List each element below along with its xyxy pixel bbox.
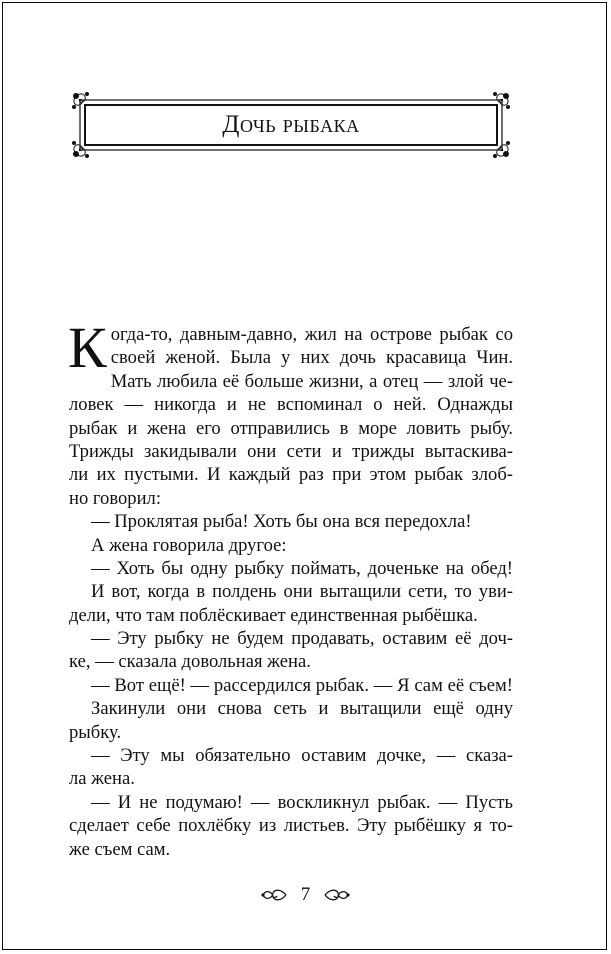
text-line: дели, что там поблёскивает единственная рыбёшка. bbox=[69, 604, 478, 626]
text-line: рыбак и жена его отправились в море ловить рыбу. bbox=[69, 417, 513, 439]
text-line: — Эту мы обязательно оставим дочке, — сказа- bbox=[91, 745, 513, 767]
text-line: ла жена. bbox=[69, 768, 135, 790]
text-line: — Эту рыбку не будем продавать, оставим её доч- bbox=[91, 628, 513, 650]
text-line: рыбку. bbox=[69, 721, 122, 743]
text-line: А жена говорила другое: bbox=[91, 534, 287, 556]
left-flourish-icon bbox=[261, 887, 287, 903]
text-line: — Вот ещё! — рассердился рыбак. — Я сам её съем! bbox=[91, 674, 513, 696]
text-line: огда-то, давным-давно, жил на острове рыбак со bbox=[110, 324, 513, 345]
text-line: но говорил: bbox=[69, 487, 161, 509]
text-line: — И не подумаю! — воскликнул рыбак. — Пусть bbox=[91, 791, 513, 813]
text-line: Трижды закидывали они сети и трижды вытаскива- bbox=[69, 440, 513, 462]
story-text bbox=[68, 315, 513, 861]
text-line: Мать любила её больше жизни, а отец — злой че- bbox=[110, 370, 513, 392]
text-line: — Хоть бы одну рыбку поймать, доченьке на обед! bbox=[91, 557, 513, 579]
text-line: Закинули они снова сеть и вытащили ещё одну bbox=[91, 698, 513, 720]
text-line: ловек — никогда и не вспоминал о ней. Однажды bbox=[69, 394, 513, 416]
text-line: же съем сам. bbox=[69, 838, 171, 860]
text-line: ке, — сказала довольная жена. bbox=[69, 651, 311, 673]
text-line: сделает себе похлёбку из листьев. Эту рыбёшку я то- bbox=[69, 815, 513, 837]
page-footer bbox=[0, 880, 611, 910]
page-number: 7 bbox=[300, 884, 311, 905]
text-line: — Проклятая рыба! Хоть бы она вся передохла! bbox=[91, 511, 472, 533]
title-frame bbox=[66, 90, 516, 160]
text-line: ли их пустыми. И каждый раз при этом рыбак злоб- bbox=[69, 464, 513, 486]
drop-cap: К bbox=[68, 315, 107, 380]
text-line: И вот, когда в полдень они вытащили сети, то уви- bbox=[91, 581, 513, 603]
chapter-title: Дочь рыбака bbox=[222, 111, 360, 138]
text-line: своей женой. Была у них дочь красавица Чин. bbox=[110, 347, 513, 369]
right-flourish-icon bbox=[324, 887, 350, 903]
